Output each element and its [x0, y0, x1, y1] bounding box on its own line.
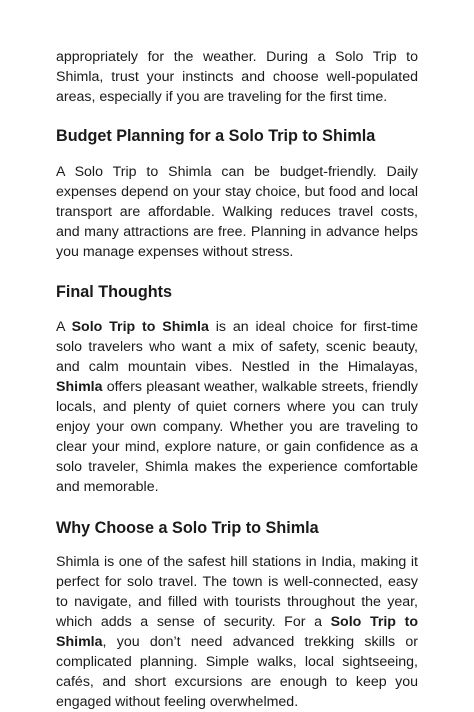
section-heading-why-choose: Why Choose a Solo Trip to Shimla [56, 519, 319, 537]
text-run: Shimla is one of the safest hill stations in India, making it perfect for solo travel. The town is well-connected, easy to navigate, and filled with tourists throughout the year, which adds a sense of security. For a [56, 554, 418, 630]
bold-keyword: Solo Trip to Shimla [56, 614, 418, 650]
section-paragraph-why-choose [56, 552, 418, 712]
section-heading-final-thoughts: Final Thoughts [56, 283, 172, 301]
section-heading-budget-planning: Budget Planning for a Solo Trip to Shimla [56, 127, 376, 145]
section-paragraph-final-thoughts [56, 317, 418, 497]
text-run: , you don’t need advanced trekking skills or complicated planning. Simple walks, local sightseeing, cafés, and short excursions are enough to keep you engaged without feeling overwhelmed. [56, 634, 418, 710]
text-run: offers pleasant weather, walkable streets, friendly locals, and plenty of quiet corners where you can truly enjoy your own company. Whether you are traveling to clear your mind, explore nature, or gain confidence as a solo traveler, Shimla makes the experience comfortable and memorable. [56, 379, 418, 495]
bold-keyword: Solo Trip to Shimla [71, 319, 209, 335]
intro-paragraph: appropriately for the weather. During a Solo Trip to Shimla, trust your instincts and choose well-populated areas, especially if you are traveling for the first time. [56, 49, 418, 105]
text-run: A [56, 319, 72, 335]
text-run: is an ideal choice for first-time solo travelers who want a mix of safety, scenic beauty, and calm mountain vibes. Nestled in the Himalayas, [56, 319, 419, 375]
section-paragraph-budget-planning: A Solo Trip to Shimla can be budget-friendly. Daily expenses depend on your stay choice, but food and local transport are affordable. Walking reduces travel costs, and many attractions are free. Planning in advance helps you manage expenses without stress. [56, 164, 418, 260]
bold-keyword: Shimla [56, 379, 103, 395]
